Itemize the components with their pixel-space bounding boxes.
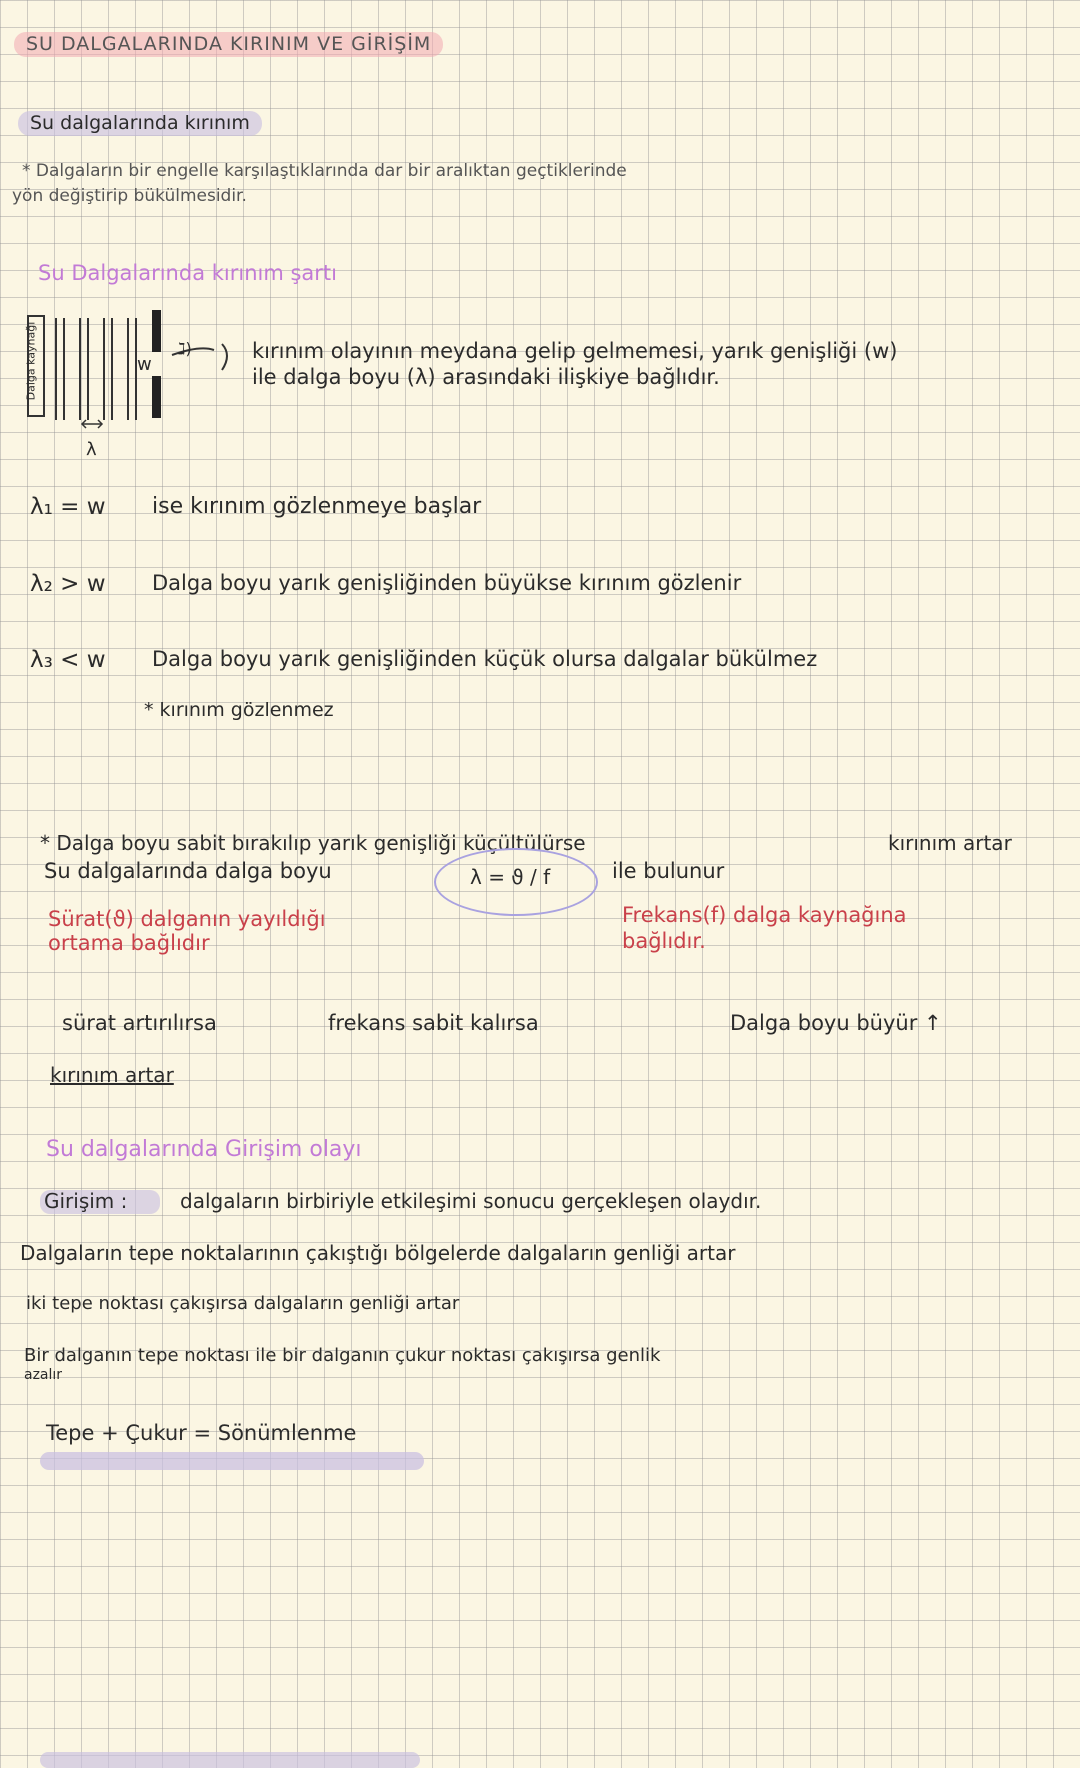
explanation-line-1: kırınım olayının meydana gelip gelmemesi, yarık genişliği (w) [252, 339, 898, 363]
summary-bar [40, 1452, 424, 1470]
girisim-definition: dalgaların birbiriyle etkileşimi sonucu gerçekleşen olaydır. [180, 1189, 762, 1213]
summary-underline [40, 1752, 420, 1768]
diffraction-increase: kırınım artar [50, 1063, 174, 1087]
wave-fronts [56, 318, 136, 420]
definition-line-2: yön değiştirip bükülmesidir. [12, 186, 247, 206]
w-label: w [137, 354, 152, 375]
girisim-line-3: iki tepe noktası çakışırsa dalgaların genliği artar [26, 1293, 460, 1314]
lambda-label: λ [86, 439, 97, 460]
freq-note-2: bağlıdır. [622, 929, 706, 953]
condition-3-text: Dalga boyu yarık genişliğinden küçük olursa dalgalar bükülmez [152, 647, 818, 671]
explanation-line-2: ile dalga boyu (λ) arasındaki ilişkiye bağlıdır. [252, 365, 720, 389]
page-title: SU DALGALARINDA KIRINIM VE GİRİŞİM [14, 32, 443, 57]
section-heading-kirinim-sarti: Su Dalgalarında kırınım şartı [38, 261, 337, 285]
barrier-bottom [152, 376, 161, 418]
condition-3-lhs: λ₃ < w [30, 647, 106, 673]
wave-source-label: Dalga kaynağı [24, 321, 38, 401]
barrier-top [152, 310, 161, 352]
girisim-label: Girişim : [44, 1189, 128, 1213]
speed-increase-a: sürat artırılırsa [62, 1011, 217, 1035]
formula-suffix: ile bulunur [612, 859, 725, 883]
girisim-line-4a: Bir dalganın tepe noktası ile bir dalganın çukur noktası çakışırsa genlik [24, 1345, 661, 1366]
section-heading-kirinim: Su dalgalarında kırınım [18, 111, 262, 136]
note-constant-lambda-result: kırınım artar [888, 831, 1012, 855]
speed-increase-b: frekans sabit kalırsa [328, 1011, 539, 1035]
condition-3-note: * kırınım gözlenmez [144, 699, 334, 721]
speed-note-2: ortama bağlıdır [48, 931, 210, 955]
condition-1-lhs: λ₁ = w [30, 494, 106, 520]
arrow-label: ℷ) [178, 339, 192, 358]
girisim-summary: Tepe + Çukur = Sönümlenme [46, 1421, 357, 1445]
freq-note-1: Frekans(f) dalga kaynağına [622, 903, 907, 927]
condition-2-lhs: λ₂ > w [30, 571, 106, 597]
definition-line-1: * Dalgaların bir engelle karşılaştıklarında dar bir aralıktan geçtiklerinde [22, 161, 627, 181]
formula-prefix: Su dalgalarında dalga boyu [44, 859, 332, 883]
condition-2-text: Dalga boyu yarık genişliğinden büyükse kırınım gözlenir [152, 571, 742, 595]
girisim-line-2: Dalgaların tepe noktalarının çakıştığı bölgelerde dalgaların genliği artar [20, 1241, 736, 1265]
girisim-line-4b: azalır [24, 1367, 63, 1383]
condition-1-text: ise kırınım gözlenmeye başlar [152, 494, 482, 519]
speed-increase-c: Dalga boyu büyür ↑ [730, 1011, 942, 1035]
formula: λ = ϑ / f [470, 865, 551, 889]
speed-note-1: Sürat(ϑ) dalganın yayıldığı [48, 907, 326, 931]
note-constant-lambda: * Dalga boyu sabit bırakılıp yarık genişliği küçültülürse [40, 831, 586, 855]
section-heading-girisim: Su dalgalarında Girişim olayı [46, 1137, 362, 1162]
